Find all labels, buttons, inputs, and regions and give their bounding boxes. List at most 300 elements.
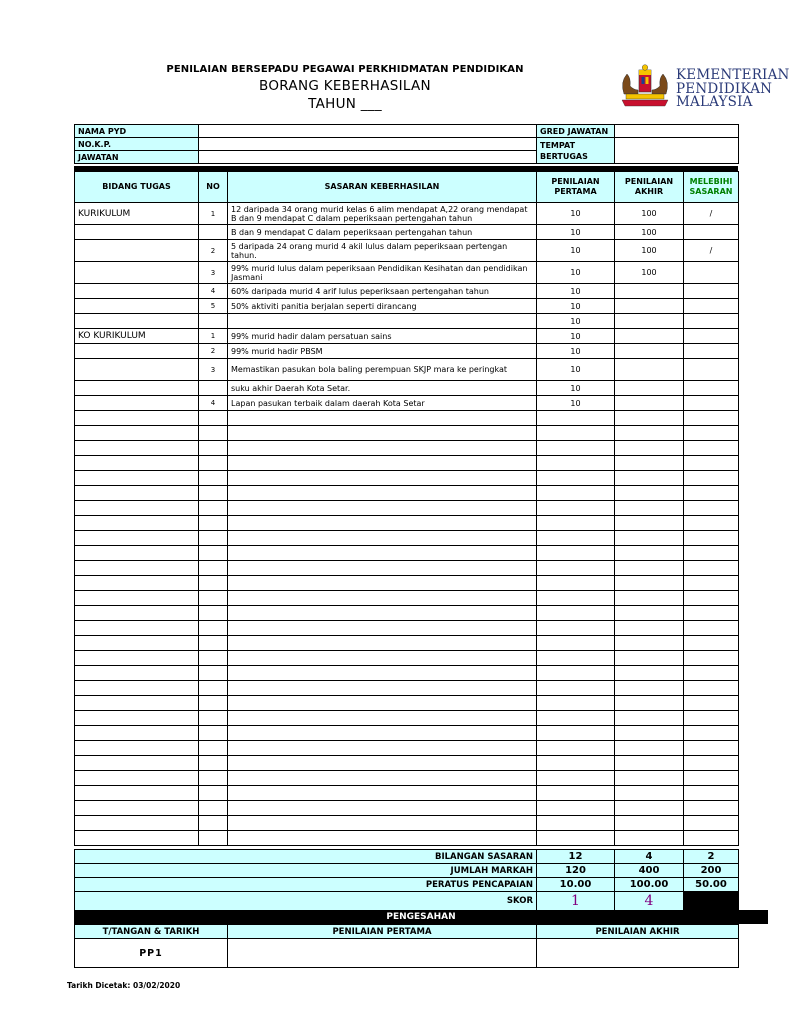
cell-bidang[interactable]	[75, 344, 199, 359]
empty-cell[interactable]	[199, 471, 228, 486]
cell-pertama[interactable]: 10	[537, 299, 615, 314]
empty-cell[interactable]	[615, 456, 684, 471]
cell-akhir[interactable]: 100	[615, 203, 684, 225]
cell-melebihi[interactable]	[684, 381, 739, 396]
empty-cell[interactable]	[684, 666, 739, 681]
empty-cell[interactable]	[75, 516, 199, 531]
cell-bidang[interactable]	[75, 284, 199, 299]
akhir-signature-field[interactable]	[537, 939, 739, 968]
empty-cell[interactable]	[684, 516, 739, 531]
bertugas-label: BERTUGAS	[540, 151, 588, 161]
cell-no[interactable]: 1	[199, 329, 228, 344]
cell-bidang[interactable]	[75, 225, 199, 240]
empty-cell[interactable]	[684, 576, 739, 591]
cell-akhir[interactable]	[615, 396, 684, 411]
empty-cell[interactable]	[537, 636, 615, 651]
empty-cell[interactable]	[615, 666, 684, 681]
empty-cell[interactable]	[228, 816, 537, 831]
empty-cell[interactable]	[615, 441, 684, 456]
bilangan-pertama: 12	[537, 850, 615, 864]
empty-cell[interactable]	[228, 576, 537, 591]
empty-row	[75, 786, 739, 801]
empty-cell[interactable]	[199, 666, 228, 681]
empty-cell[interactable]	[537, 666, 615, 681]
cell-melebihi[interactable]: /	[684, 240, 739, 262]
empty-cell[interactable]	[75, 426, 199, 441]
empty-cell[interactable]	[228, 651, 537, 666]
empty-cell[interactable]	[75, 666, 199, 681]
skor-label: SKOR	[75, 892, 537, 911]
empty-cell[interactable]	[537, 456, 615, 471]
empty-row	[75, 831, 739, 846]
empty-row	[75, 681, 739, 696]
empty-cell[interactable]	[75, 681, 199, 696]
skor-row	[75, 892, 739, 911]
empty-cell[interactable]	[75, 831, 199, 846]
cell-sasaran[interactable]: Lapan pasukan terbaik dalam daerah Kota Setar	[228, 396, 537, 411]
empty-cell[interactable]	[199, 546, 228, 561]
bilangan-row	[75, 850, 739, 864]
cell-sasaran[interactable]: B dan 9 mendapat C dalam peperiksaan pertengahan tahun	[228, 225, 537, 240]
empty-cell[interactable]	[75, 636, 199, 651]
empty-cell[interactable]	[75, 801, 199, 816]
empty-cell[interactable]	[537, 501, 615, 516]
cell-bidang[interactable]: KURIKULUM	[75, 203, 199, 225]
header-sasaran: SASARAN KEBERHASILAN	[228, 172, 537, 203]
header-no: NO	[199, 172, 228, 203]
empty-cell[interactable]	[615, 411, 684, 426]
empty-cell[interactable]	[228, 621, 537, 636]
empty-cell[interactable]	[537, 681, 615, 696]
empty-cell[interactable]	[537, 486, 615, 501]
empty-cell[interactable]	[684, 726, 739, 741]
empty-row	[75, 711, 739, 726]
cell-no[interactable]: 2	[199, 344, 228, 359]
empty-cell[interactable]	[75, 771, 199, 786]
empty-cell[interactable]	[228, 801, 537, 816]
logo-text-line1: KEMENTERIAN	[676, 67, 790, 83]
empty-cell[interactable]	[684, 561, 739, 576]
empty-cell[interactable]	[75, 696, 199, 711]
empty-cell[interactable]	[615, 486, 684, 501]
empty-cell[interactable]	[228, 666, 537, 681]
empty-cell[interactable]	[75, 531, 199, 546]
cell-melebihi[interactable]	[684, 344, 739, 359]
cell-sasaran[interactable]: 12 daripada 34 orang murid kelas 6 alim mendapat A,22 orang mendapat B dan 9 mendapat C dalam peperiksaan pertengahan tahun	[228, 203, 537, 225]
empty-cell[interactable]	[615, 621, 684, 636]
cell-melebihi[interactable]	[684, 262, 739, 284]
cell-akhir[interactable]: 100	[615, 262, 684, 284]
empty-cell[interactable]	[684, 621, 739, 636]
empty-cell[interactable]	[199, 741, 228, 756]
empty-row	[75, 411, 739, 426]
empty-cell[interactable]	[75, 651, 199, 666]
empty-cell[interactable]	[684, 606, 739, 621]
empty-cell[interactable]	[228, 741, 537, 756]
empty-cell[interactable]	[537, 441, 615, 456]
empty-cell[interactable]	[228, 696, 537, 711]
empty-cell[interactable]	[684, 636, 739, 651]
empty-cell[interactable]	[684, 591, 739, 606]
empty-cell[interactable]	[537, 696, 615, 711]
empty-cell[interactable]	[684, 441, 739, 456]
empty-cell[interactable]	[537, 546, 615, 561]
jawatan-label: JAWATAN	[75, 151, 199, 164]
nama-pyd-label: NAMA PYD	[75, 125, 199, 138]
empty-cell[interactable]	[684, 741, 739, 756]
ttangan-header: T/TANGAN & TARIKH	[75, 925, 228, 939]
empty-row	[75, 546, 739, 561]
cell-pertama[interactable]: 10	[537, 203, 615, 225]
empty-row	[75, 561, 739, 576]
sasaran-table	[74, 171, 739, 846]
cell-melebihi[interactable]	[684, 329, 739, 344]
empty-cell[interactable]	[537, 831, 615, 846]
empty-cell[interactable]	[537, 801, 615, 816]
empty-cell[interactable]	[228, 501, 537, 516]
cell-no[interactable]	[199, 225, 228, 240]
cell-melebihi[interactable]	[684, 299, 739, 314]
empty-cell[interactable]	[537, 531, 615, 546]
cell-akhir[interactable]	[615, 299, 684, 314]
empty-cell[interactable]	[615, 711, 684, 726]
empty-cell[interactable]	[199, 426, 228, 441]
empty-cell[interactable]	[75, 621, 199, 636]
cell-pertama[interactable]: 10	[537, 396, 615, 411]
empty-cell[interactable]	[75, 606, 199, 621]
penilaian-akhir-header: PENILAIAN AKHIR	[537, 925, 739, 939]
empty-cell[interactable]	[199, 531, 228, 546]
empty-cell[interactable]	[228, 726, 537, 741]
cell-bidang[interactable]: KO KURIKULUM	[75, 329, 199, 344]
empty-cell[interactable]	[228, 681, 537, 696]
empty-cell[interactable]	[228, 471, 537, 486]
empty-cell[interactable]	[199, 696, 228, 711]
empty-cell[interactable]	[537, 426, 615, 441]
empty-cell[interactable]	[199, 711, 228, 726]
empty-cell[interactable]	[684, 411, 739, 426]
empty-cell[interactable]	[684, 831, 739, 846]
empty-row	[75, 801, 739, 816]
cell-bidang[interactable]	[75, 359, 199, 381]
empty-cell[interactable]	[537, 591, 615, 606]
form-header-line1: PENILAIAN BERSEPADU PEGAWAI PERKHIDMATAN PENDIDIKAN	[166, 64, 524, 75]
cell-sasaran[interactable]	[228, 314, 537, 329]
empty-cell[interactable]	[684, 546, 739, 561]
empty-cell[interactable]	[75, 591, 199, 606]
nokp-field[interactable]	[199, 138, 537, 151]
empty-cell[interactable]	[537, 726, 615, 741]
empty-cell[interactable]	[684, 771, 739, 786]
pertama-signature-field[interactable]	[228, 939, 537, 968]
empty-cell[interactable]	[228, 546, 537, 561]
cell-sasaran[interactable]: 60% daripada murid 4 arif lulus peperiksaan pertengahan tahun	[228, 284, 537, 299]
empty-cell[interactable]	[615, 756, 684, 771]
empty-cell[interactable]	[228, 606, 537, 621]
empty-cell[interactable]	[75, 471, 199, 486]
cell-akhir[interactable]	[615, 329, 684, 344]
empty-cell[interactable]	[684, 696, 739, 711]
cell-pertama[interactable]: 10	[537, 329, 615, 344]
empty-cell[interactable]	[684, 501, 739, 516]
logo-text-line2: PENDIDIKAN	[676, 80, 773, 97]
nokp-label: NO.K.P.	[75, 138, 199, 151]
empty-cell[interactable]	[199, 801, 228, 816]
cell-no[interactable]: 4	[199, 396, 228, 411]
cell-melebihi[interactable]	[684, 396, 739, 411]
empty-cell[interactable]	[537, 516, 615, 531]
empty-cell[interactable]	[537, 561, 615, 576]
table-row	[75, 329, 739, 344]
pp1-label: PP1	[75, 939, 228, 968]
empty-cell[interactable]	[615, 696, 684, 711]
cell-akhir[interactable]: 100	[615, 240, 684, 262]
cell-akhir[interactable]	[615, 284, 684, 299]
empty-cell[interactable]	[75, 786, 199, 801]
empty-row	[75, 606, 739, 621]
empty-cell[interactable]	[228, 591, 537, 606]
cell-no[interactable]: 2	[199, 240, 228, 262]
empty-cell[interactable]	[199, 651, 228, 666]
empty-cell[interactable]	[684, 756, 739, 771]
empty-cell[interactable]	[684, 456, 739, 471]
empty-cell[interactable]	[615, 531, 684, 546]
cell-melebihi[interactable]	[684, 225, 739, 240]
jumlah-pertama: 120	[537, 864, 615, 878]
empty-cell[interactable]	[199, 621, 228, 636]
empty-cell[interactable]	[228, 516, 537, 531]
cell-pertama[interactable]: 10	[537, 284, 615, 299]
cell-akhir[interactable]	[615, 381, 684, 396]
empty-cell[interactable]	[615, 576, 684, 591]
empty-cell[interactable]	[684, 531, 739, 546]
cell-sasaran[interactable]: 50% aktiviti panitia berjalan seperti dirancang	[228, 299, 537, 314]
cell-sasaran[interactable]: suku akhir Daerah Kota Setar.	[228, 381, 537, 396]
empty-cell[interactable]	[537, 651, 615, 666]
empty-cell[interactable]	[537, 471, 615, 486]
empty-cell[interactable]	[199, 726, 228, 741]
empty-cell[interactable]	[199, 756, 228, 771]
table-header-row	[75, 172, 739, 203]
empty-cell[interactable]	[537, 816, 615, 831]
cell-akhir[interactable]	[615, 344, 684, 359]
table-row	[75, 262, 739, 284]
empty-cell[interactable]	[199, 591, 228, 606]
empty-cell[interactable]	[537, 711, 615, 726]
empty-cell[interactable]	[75, 441, 199, 456]
empty-cell[interactable]	[684, 486, 739, 501]
empty-cell[interactable]	[228, 411, 537, 426]
cell-akhir[interactable]	[615, 359, 684, 381]
empty-row	[75, 486, 739, 501]
empty-cell[interactable]	[199, 816, 228, 831]
empty-cell[interactable]	[75, 711, 199, 726]
empty-cell[interactable]	[228, 786, 537, 801]
empty-cell[interactable]	[615, 741, 684, 756]
empty-cell[interactable]	[615, 516, 684, 531]
cell-melebihi[interactable]	[684, 359, 739, 381]
empty-cell[interactable]	[199, 561, 228, 576]
empty-cell[interactable]	[75, 816, 199, 831]
pengesahan-header-row	[75, 925, 739, 939]
empty-cell[interactable]	[199, 786, 228, 801]
cell-sasaran[interactable]: 99% murid hadir dalam persatuan sains	[228, 329, 537, 344]
gred-jawatan-label: GRED JAWATAN	[537, 125, 615, 138]
empty-row	[75, 726, 739, 741]
cell-bidang[interactable]	[75, 381, 199, 396]
empty-cell[interactable]	[199, 516, 228, 531]
empty-cell[interactable]	[615, 606, 684, 621]
cell-bidang[interactable]	[75, 396, 199, 411]
empty-cell[interactable]	[615, 426, 684, 441]
empty-cell[interactable]	[684, 471, 739, 486]
empty-cell[interactable]	[684, 681, 739, 696]
cell-no[interactable]: 3	[199, 262, 228, 284]
tempat-bertugas-field[interactable]	[615, 138, 739, 164]
cell-bidang[interactable]	[75, 314, 199, 329]
empty-cell[interactable]	[537, 576, 615, 591]
empty-cell[interactable]	[75, 576, 199, 591]
empty-cell[interactable]	[228, 426, 537, 441]
empty-cell[interactable]	[684, 816, 739, 831]
cell-melebihi[interactable]: /	[684, 203, 739, 225]
empty-cell[interactable]	[228, 561, 537, 576]
cell-bidang[interactable]	[75, 299, 199, 314]
empty-cell[interactable]	[615, 636, 684, 651]
cell-no[interactable]	[199, 381, 228, 396]
empty-cell[interactable]	[615, 786, 684, 801]
empty-cell[interactable]	[199, 501, 228, 516]
cell-sasaran[interactable]: Memastikan pasukan bola baling perempuan SKJP mara ke peringkat	[228, 359, 537, 381]
cell-pertama[interactable]: 10	[537, 240, 615, 262]
cell-pertama[interactable]: 10	[537, 314, 615, 329]
empty-cell[interactable]	[228, 636, 537, 651]
empty-cell[interactable]	[228, 531, 537, 546]
empty-cell[interactable]	[615, 681, 684, 696]
empty-cell[interactable]	[199, 606, 228, 621]
empty-cell[interactable]	[615, 471, 684, 486]
empty-cell[interactable]	[228, 771, 537, 786]
cell-pertama[interactable]: 10	[537, 381, 615, 396]
empty-cell[interactable]	[228, 456, 537, 471]
empty-cell[interactable]	[75, 501, 199, 516]
cell-no[interactable]: 1	[199, 203, 228, 225]
empty-cell[interactable]	[75, 546, 199, 561]
empty-row	[75, 666, 739, 681]
empty-cell[interactable]	[75, 726, 199, 741]
peratus-label: PERATUS PENCAPAIAN	[75, 878, 537, 892]
cell-no[interactable]: 3	[199, 359, 228, 381]
pp1-row	[75, 939, 739, 968]
empty-cell[interactable]	[615, 501, 684, 516]
empty-cell[interactable]	[228, 441, 537, 456]
jawatan-field[interactable]	[199, 151, 537, 164]
empty-cell[interactable]	[615, 591, 684, 606]
empty-cell[interactable]	[228, 486, 537, 501]
cell-pertama[interactable]: 10	[537, 359, 615, 381]
empty-cell[interactable]	[615, 801, 684, 816]
empty-cell[interactable]	[228, 831, 537, 846]
empty-cell[interactable]	[537, 621, 615, 636]
empty-cell[interactable]	[684, 426, 739, 441]
empty-cell[interactable]	[537, 606, 615, 621]
header-bidang: BIDANG TUGAS	[75, 172, 199, 203]
gred-jawatan-field[interactable]	[615, 125, 739, 138]
empty-cell[interactable]	[615, 561, 684, 576]
empty-cell[interactable]	[615, 546, 684, 561]
cell-sasaran[interactable]: 5 daripada 24 orang murid 4 akil lulus dalam peperiksaan pertengan tahun.	[228, 240, 537, 262]
penilaian-pertama-header: PENILAIAN PERTAMA	[228, 925, 537, 939]
cell-akhir[interactable]: 100	[615, 225, 684, 240]
cell-bidang[interactable]	[75, 262, 199, 284]
cell-no[interactable]: 5	[199, 299, 228, 314]
empty-cell[interactable]	[228, 711, 537, 726]
pengesahan-title: PENGESAHAN	[74, 910, 768, 924]
empty-cell[interactable]	[684, 801, 739, 816]
empty-row	[75, 771, 739, 786]
cell-sasaran[interactable]: 99% murid lulus dalam peperiksaan Pendidikan Kesihatan dan pendidikan Jasmani	[228, 262, 537, 284]
cell-melebihi[interactable]	[684, 284, 739, 299]
empty-cell[interactable]	[615, 651, 684, 666]
empty-cell[interactable]	[684, 651, 739, 666]
nama-pyd-field[interactable]	[199, 125, 537, 138]
empty-cell[interactable]	[199, 681, 228, 696]
empty-cell[interactable]	[199, 831, 228, 846]
empty-cell[interactable]	[537, 786, 615, 801]
empty-cell[interactable]	[684, 711, 739, 726]
cell-no[interactable]	[199, 314, 228, 329]
cell-pertama[interactable]: 10	[537, 262, 615, 284]
empty-cell[interactable]	[615, 726, 684, 741]
empty-cell[interactable]	[537, 756, 615, 771]
empty-cell[interactable]	[199, 771, 228, 786]
empty-cell[interactable]	[199, 576, 228, 591]
empty-cell[interactable]	[75, 411, 199, 426]
cell-pertama[interactable]: 10	[537, 344, 615, 359]
empty-cell[interactable]	[537, 771, 615, 786]
cell-bidang[interactable]	[75, 240, 199, 262]
empty-cell[interactable]	[199, 441, 228, 456]
peratus-pertama: 10.00	[537, 878, 615, 892]
cell-akhir[interactable]	[615, 314, 684, 329]
empty-cell[interactable]	[75, 561, 199, 576]
empty-cell[interactable]	[537, 741, 615, 756]
empty-cell[interactable]	[615, 771, 684, 786]
empty-cell[interactable]	[615, 816, 684, 831]
cell-sasaran[interactable]: 99% murid hadir PBSM	[228, 344, 537, 359]
empty-cell[interactable]	[75, 486, 199, 501]
tempat-label: TEMPAT	[540, 140, 576, 150]
empty-cell[interactable]	[75, 456, 199, 471]
empty-row	[75, 621, 739, 636]
empty-cell[interactable]	[199, 486, 228, 501]
empty-cell[interactable]	[75, 741, 199, 756]
cell-pertama[interactable]: 10	[537, 225, 615, 240]
empty-cell[interactable]	[199, 636, 228, 651]
cell-no[interactable]: 4	[199, 284, 228, 299]
empty-cell[interactable]	[199, 456, 228, 471]
table-row	[75, 344, 739, 359]
table-row	[75, 359, 739, 381]
empty-cell[interactable]	[199, 411, 228, 426]
header-melebihi: MELEBIHI SASARAN	[684, 172, 739, 203]
empty-cell[interactable]	[684, 786, 739, 801]
empty-cell[interactable]	[537, 411, 615, 426]
empty-cell[interactable]	[615, 831, 684, 846]
empty-cell[interactable]	[228, 756, 537, 771]
empty-cell[interactable]	[75, 756, 199, 771]
cell-melebihi[interactable]	[684, 314, 739, 329]
